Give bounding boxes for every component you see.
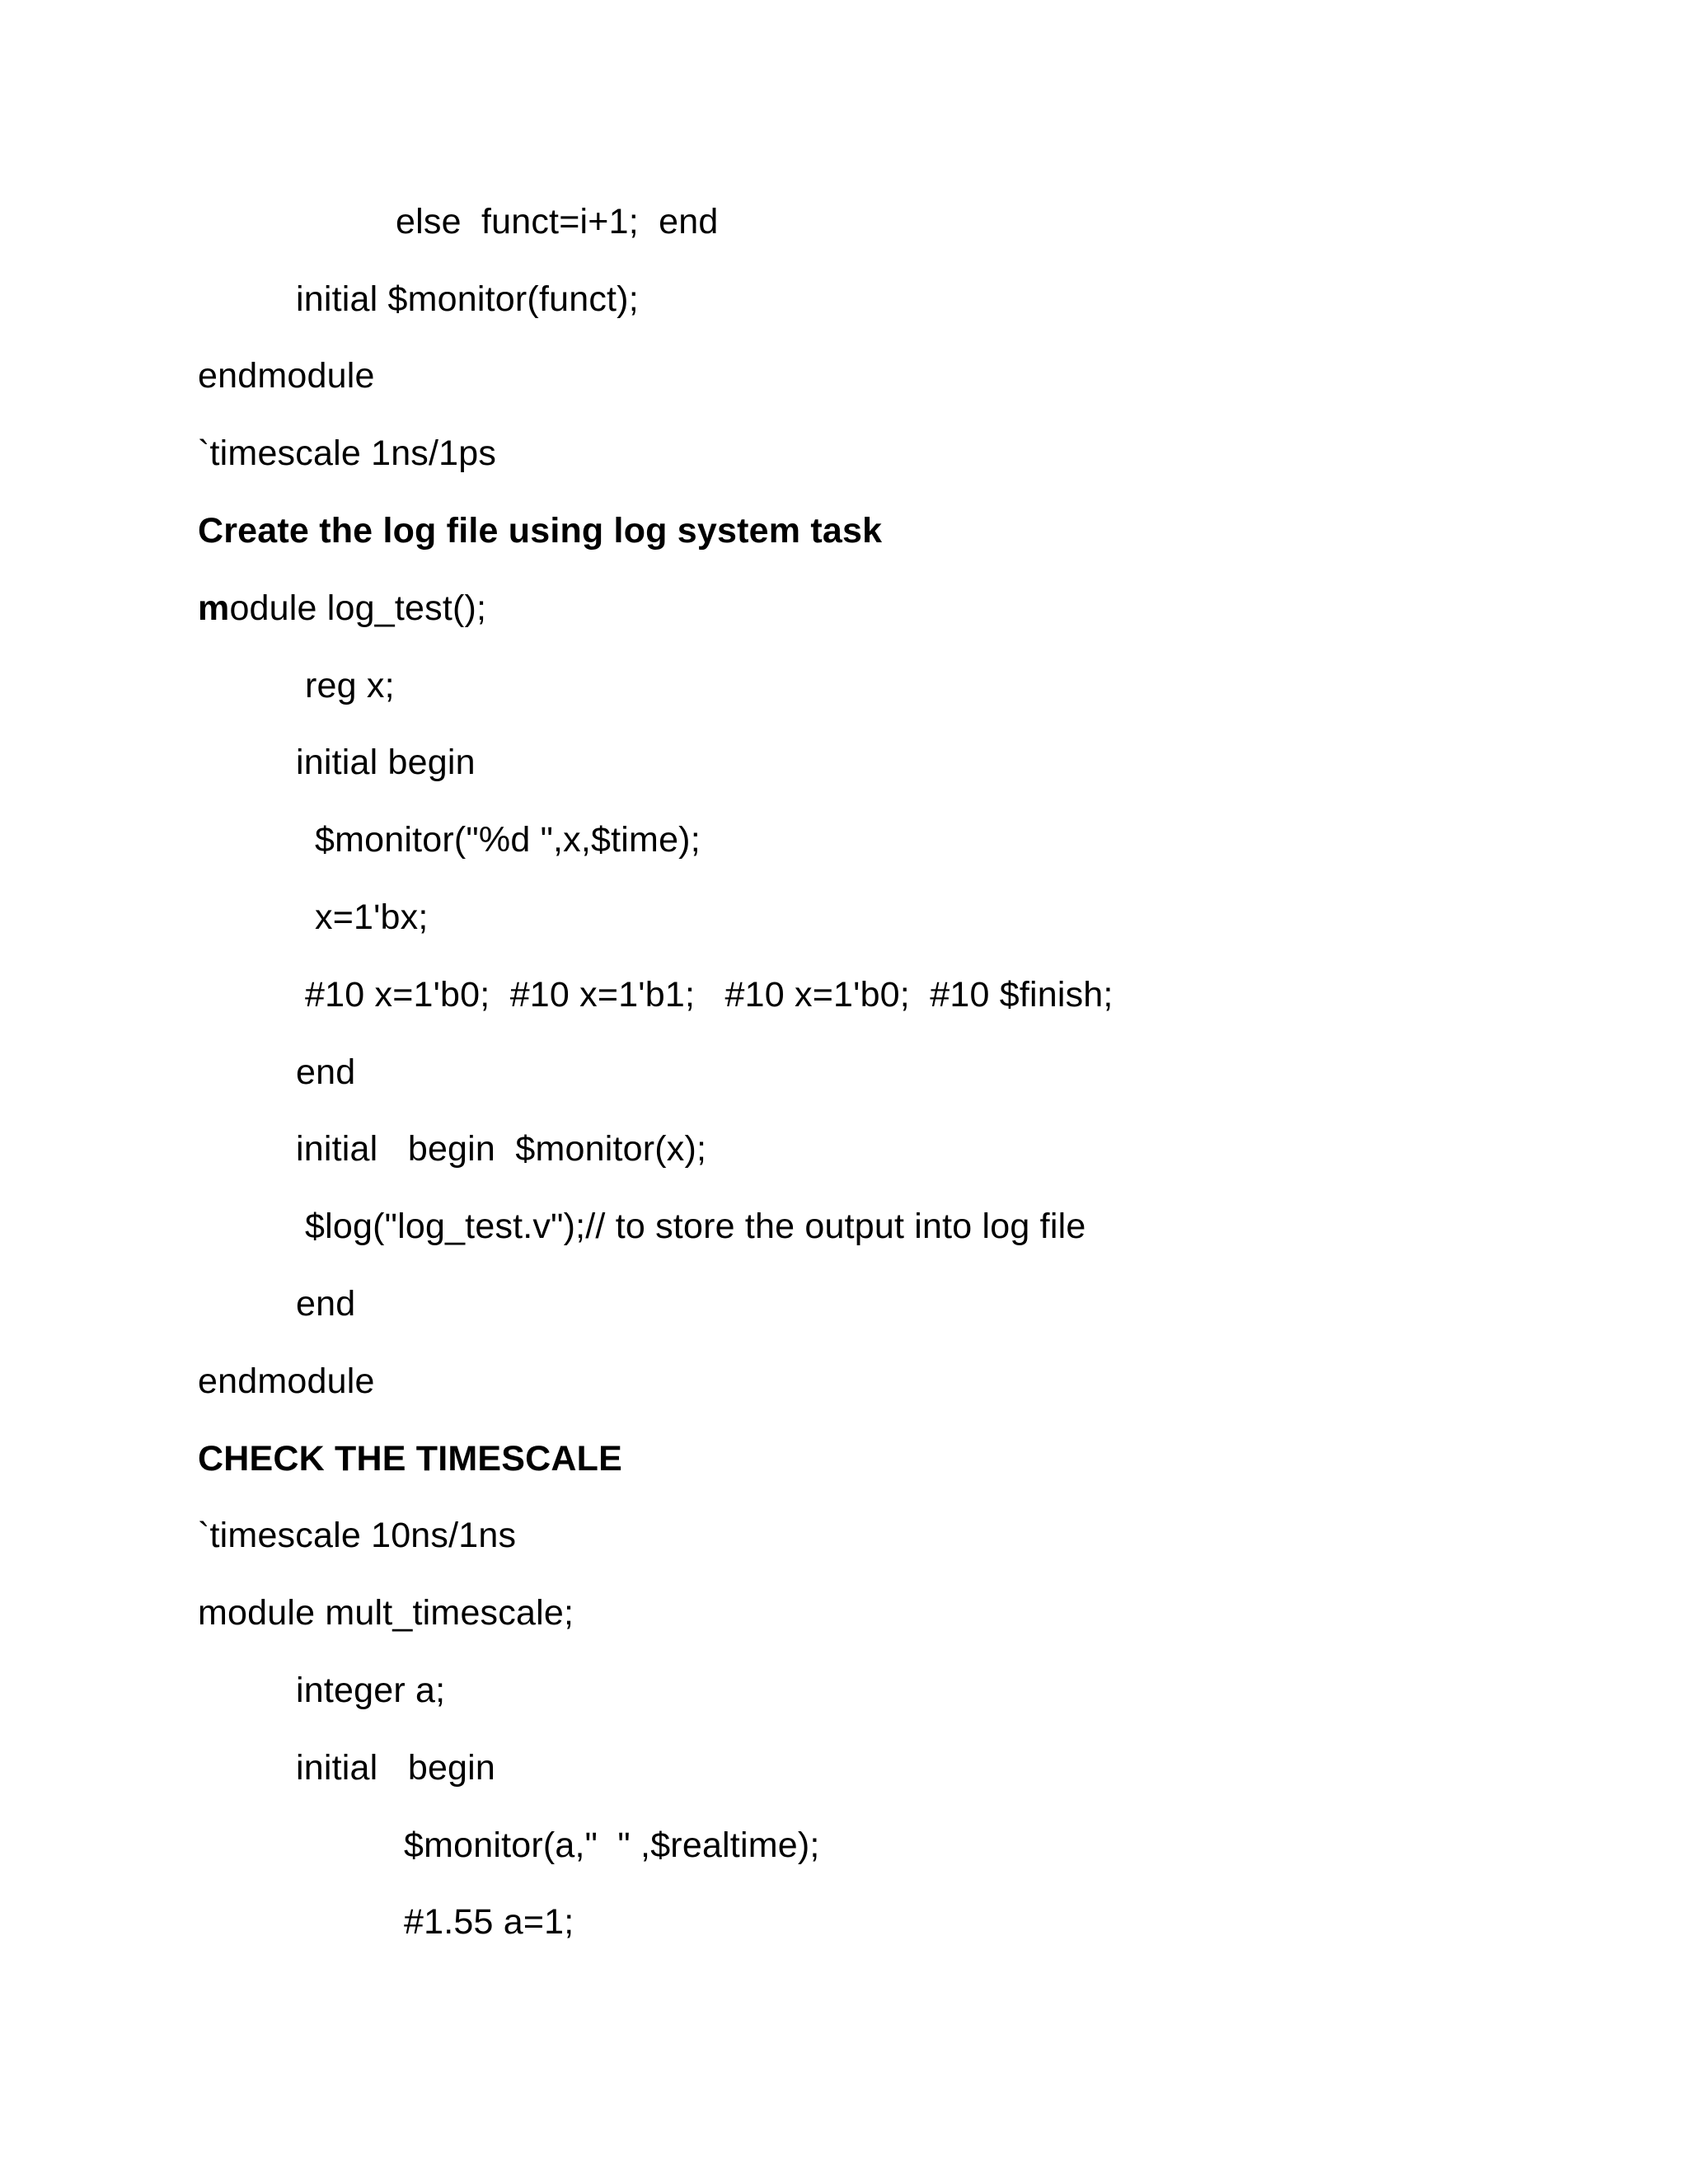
code-line-x-assign: x=1'bx; <box>315 898 429 937</box>
code-line-log-call: $log("log_test.v");// to store the output into log file <box>305 1207 1086 1246</box>
code-line-timescale-1ns: `timescale 1ns/1ps <box>198 434 497 473</box>
code-line-initial-monitor-funct: initial $monitor(funct); <box>296 279 639 319</box>
section-heading-log-file: Create the log file using log system task <box>198 511 883 551</box>
code-line-monitor-realtime: $monitor(a," " ,$realtime); <box>404 1825 820 1865</box>
code-line-else-funct: else funct=i+1; end <box>396 202 719 241</box>
code-line-initial-begin-2: initial begin <box>296 1748 496 1788</box>
code-line-reg-x: reg x; <box>305 666 395 705</box>
code-line-end-2: end <box>296 1284 356 1324</box>
code-line-delay-assign: #1.55 a=1; <box>404 1902 574 1942</box>
code-line-delays: #10 x=1'b0; #10 x=1'b1; #10 x=1'b0; #10 $finish; <box>305 975 1114 1015</box>
code-line-end: end <box>296 1052 356 1092</box>
code-line-initial-begin: initial begin <box>296 743 476 782</box>
code-line-module-log-test <box>198 587 486 630</box>
code-line-integer-a: integer a; <box>296 1671 446 1710</box>
code-line-module-mult-timescale: module mult_timescale; <box>198 1593 574 1633</box>
bold-initial-letter: m <box>198 588 230 628</box>
code-line-endmodule: endmodule <box>198 356 375 396</box>
code-line-monitor-format: $monitor("%d ",x,$time); <box>315 820 701 860</box>
code-line-endmodule-2: endmodule <box>198 1361 375 1401</box>
code-line-timescale-10ns: `timescale 10ns/1ns <box>198 1516 517 1555</box>
code-line-initial-begin-monitor-x: initial begin $monitor(x); <box>296 1129 707 1169</box>
module-declaration-text: odule log_test(); <box>229 588 487 628</box>
section-heading-timescale: CHECK THE TIMESCALE <box>198 1439 623 1479</box>
